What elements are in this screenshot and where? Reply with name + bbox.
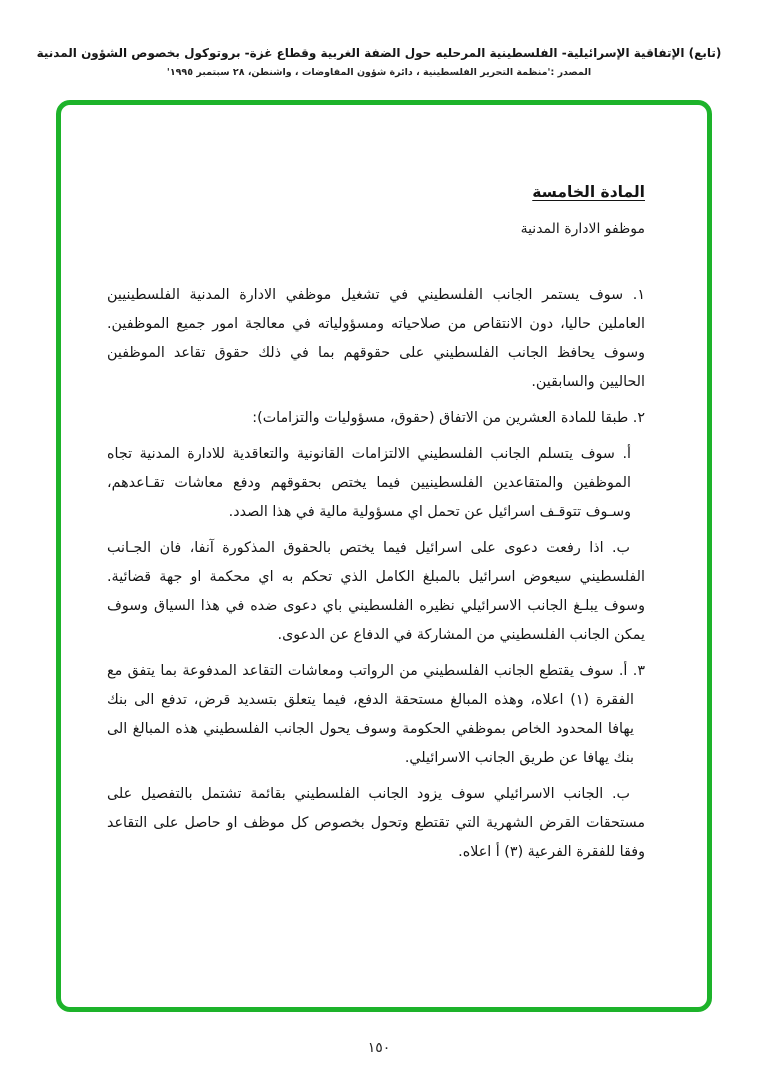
document-title: (تابع) الإتفاقية الإسرائيلية- الفلسطينية المرحليه حول الضفة الغربية وقطاع غزة- بروتوكول بخصوص الشؤون المدنية: [36, 46, 722, 60]
paragraph-item-2b: ب. اذا رفعت دعوى على اسرائيل فيما يختص بالحقوق المذكورة آنفا، فان الجـانب الفلسطيني سيعوض اسرائيل بالمبلغ الكامل الذي تحكم به اي محكمة او جهة قضائية. وسوف يبلـغ الجانب الاسرائيلي نظيره الفلسطيني باي دعوى ضده في هذا السياق وسوف يمكن الجانب الفلسطيني من المشاركة في الدفاع عن الدعوى.: [107, 540, 645, 643]
paragraph-item-3b: ب. الجانب الاسرائيلي سوف يزود الجانب الفلسطيني بقائمة تشتمل بالتفصيل على مستحقات القرض الشهرية التي تقتطع وتحول بخصوص كل موظف او حاصل على التقاعد وفقا للفقرة الفرعية (٣) أ اعلاه.: [107, 786, 645, 860]
paragraph-item-3a: ٣. أ. سوف يقتطع الجانب الفلسطيني من الرواتب ومعاشات التقاعد المدفوعة بما يتفق مع الفقرة (١) اعلاه، وهذه المبالغ مستحقة الدفع، فيما يتعلق بتسديد قرض، تدفع الى بنك يهافا المحدود الخاص بموظفي الحكومة وسوف يحول الجانب الفلسطيني هذه المبالغ الى بنك يهافا عن طريق الجانب الاسرائيلي.: [107, 663, 645, 766]
document-source: المصدر :'منظمة التحرير الفلسطينية ، دائرة شؤون المفاوضات ، واشنطن، ٢٨ سبتمبر ١٩٩٥': [166, 67, 592, 78]
article-body: [107, 281, 645, 867]
page-number: ١٥٠: [367, 1040, 391, 1056]
article-subtitle: موظفو الادارة المدنية: [520, 221, 645, 237]
paragraph-item-2: ٢. طبقا للمادة العشرين من الاتفاق (حقوق، مسؤوليات والتزامات):: [252, 410, 645, 426]
paragraph-item-1: ١. سوف يستمر الجانب الفلسطيني في تشغيل موظفي الادارة المدنية الفلسطينيين العاملين حاليا، دون الانتقاص من صلاحياته ومسؤولياته في معالجة امور جميع الموظفين. وسوف يحافظ الجانب الفلسطيني على حقوقهم بما في ذلك حقوق تقاعد الموظفين الحاليين والسابقين.: [107, 287, 645, 390]
article-content: [61, 105, 707, 1007]
content-frame: [56, 100, 712, 1012]
document-header: [18, 44, 740, 78]
document-footer: [0, 1037, 758, 1056]
paragraph-item-2a: أ. سوف يتسلم الجانب الفلسطيني الالتزامات القانونية والتعاقدية للادارة المدنية تجاه الموظفين والمتقاعدين الفلسطينيين فيما يختص بحقوقهم ودفع معاشات تقـاعدهم، وسـوف تتوقـف اسرائيل عن تحمل اي مسؤولية مالية في هذا الصدد.: [107, 446, 631, 520]
article-title: المادة الخامسة: [532, 183, 645, 201]
